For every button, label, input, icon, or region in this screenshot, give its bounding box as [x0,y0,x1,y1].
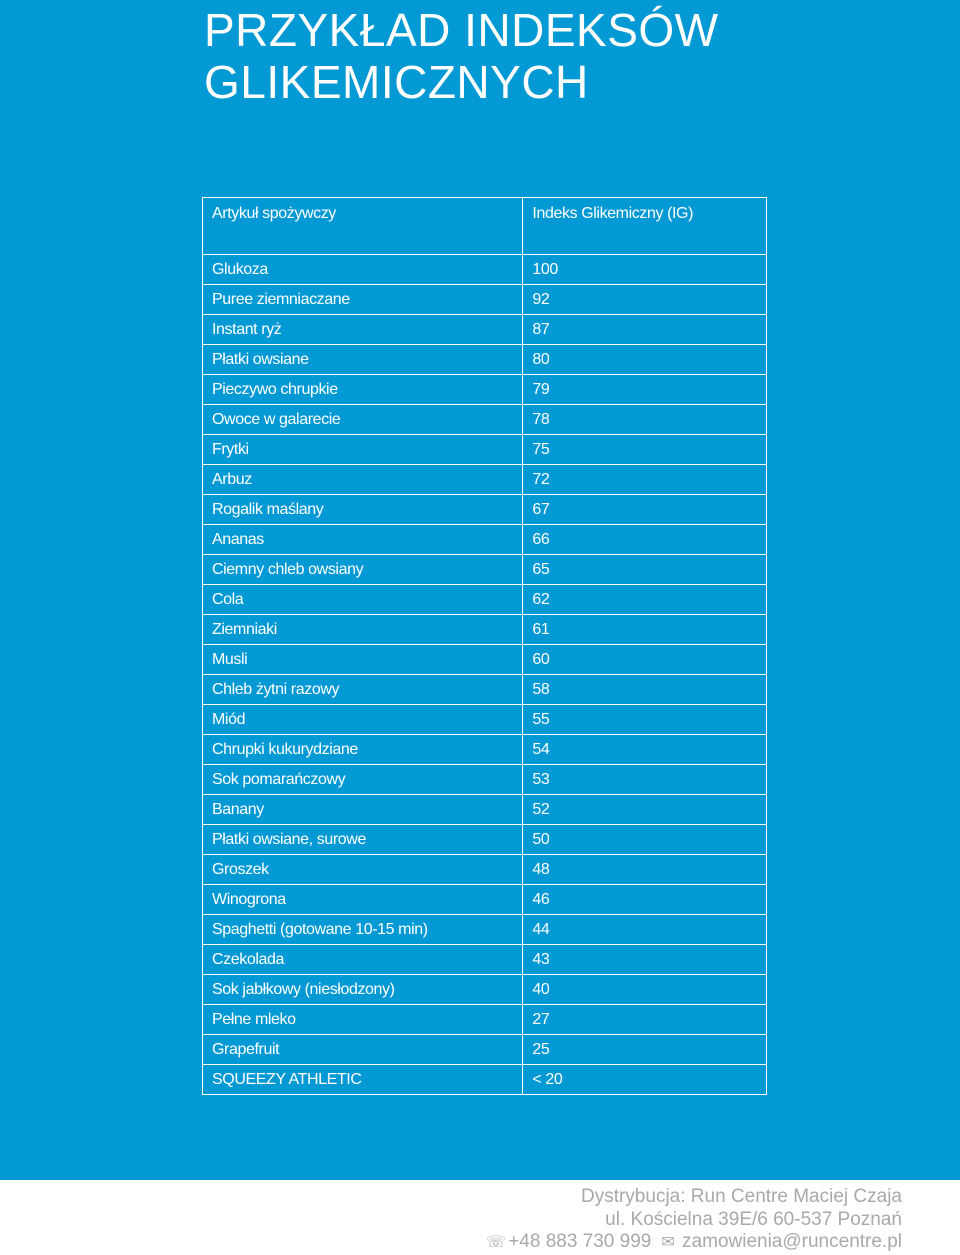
table-body [203,255,767,1095]
glycemic-index-cell: 78 [523,405,767,435]
glycemic-index-cell: 48 [523,855,767,885]
footer-contact [486,1186,902,1255]
footer-phone: +48 883 730 999 [508,1231,652,1252]
food-name-cell: Musli [203,645,523,675]
food-name-cell: Glukoza [203,255,523,285]
footer-address: ul. Kościelna 39E/6 60-537 Poznań [605,1208,902,1230]
table-row [203,825,767,855]
page-title-line-1: PRZYKŁAD INDEKSÓW [204,4,719,56]
glycemic-index-cell: 52 [523,795,767,825]
table-row [203,1005,767,1035]
column-header-food: Artykuł spożywczy [203,198,523,255]
glycemic-index-cell: 79 [523,375,767,405]
table-row [203,465,767,495]
table-row [203,345,767,375]
glycemic-index-cell: 66 [523,525,767,555]
food-name-cell: Owoce w galarecie [203,405,523,435]
food-name-cell: Instant ryż [203,315,523,345]
glycemic-index-cell: 40 [523,975,767,1005]
food-name-cell: Banany [203,795,523,825]
page-title [204,4,719,108]
table-row [203,705,767,735]
food-name-cell: SQUEEZY ATHLETIC [203,1065,523,1095]
glycemic-index-cell: 75 [523,435,767,465]
table-row [203,675,767,705]
glycemic-index-cell: 60 [523,645,767,675]
food-name-cell: Spaghetti (gotowane 10-15 min) [203,915,523,945]
food-name-cell: Winogrona [203,885,523,915]
table-header-row [203,198,767,255]
table-row [203,765,767,795]
table-row [203,795,767,825]
table-row [203,945,767,975]
glycemic-index-cell: 46 [523,885,767,915]
page-title-line-2: GLIKEMICZNYCH [204,56,589,108]
food-name-cell: Ananas [203,525,523,555]
food-name-cell: Płatki owsiane, surowe [203,825,523,855]
footer-distribution: Dystrybucja: Run Centre Maciej Czaja [580,1186,902,1207]
table-row [203,495,767,525]
table-row [203,645,767,675]
glycemic-index-cell: 92 [523,285,767,315]
column-header-glycemic-index: Indeks Glikemiczny (IG) [523,198,767,255]
food-name-cell: Płatki owsiane [203,345,523,375]
food-name-cell: Rogalik maślany [203,495,523,525]
table-row [203,285,767,315]
food-name-cell: Sok jabłkowy (niesłodzony) [203,975,523,1005]
table-row [203,1035,767,1065]
food-name-cell: Chleb żytni razowy [203,675,523,705]
food-name-cell: Chrupki kukurydziane [203,735,523,765]
table-row [203,405,767,435]
glycemic-index-cell: 72 [523,465,767,495]
table-row [203,375,767,405]
phone-icon: ☏ [486,1234,507,1251]
food-name-cell: Sok pomarańczowy [203,765,523,795]
footer-contact-line [486,1231,902,1255]
food-name-cell: Frytki [203,435,523,465]
glycemic-index-cell: 25 [523,1035,767,1065]
table-row [203,1065,767,1095]
table-row [203,975,767,1005]
footer-email: zamowienia@runcentre.pl [682,1231,902,1252]
food-name-cell: Ciemny chleb owsiany [203,555,523,585]
envelope-icon: ✉ [661,1234,675,1251]
food-name-cell: Ziemniaki [203,615,523,645]
table-row [203,525,767,555]
glycemic-index-cell: 62 [523,585,767,615]
glycemic-index-cell: 55 [523,705,767,735]
table-row [203,555,767,585]
glycemic-index-cell: 53 [523,765,767,795]
table-row [203,885,767,915]
food-name-cell: Pieczywo chrupkie [203,375,523,405]
food-name-cell: Pełne mleko [203,1005,523,1035]
food-name-cell: Miód [203,705,523,735]
glycemic-index-cell: 43 [523,945,767,975]
food-name-cell: Cola [203,585,523,615]
table-row [203,615,767,645]
food-name-cell: Groszek [203,855,523,885]
table-row [203,735,767,765]
glycemic-index-cell: 67 [523,495,767,525]
glycemic-index-cell: < 20 [523,1065,767,1095]
table-row [203,435,767,465]
glycemic-index-cell: 44 [523,915,767,945]
glycemic-index-cell: 27 [523,1005,767,1035]
table-row [203,255,767,285]
table-row [203,915,767,945]
glycemic-index-cell: 61 [523,615,767,645]
glycemic-index-table [202,197,767,1095]
glycemic-index-cell: 80 [523,345,767,375]
table-row [203,585,767,615]
glycemic-index-cell: 54 [523,735,767,765]
glycemic-index-cell: 58 [523,675,767,705]
glycemic-index-cell: 87 [523,315,767,345]
food-name-cell: Puree ziemniaczane [203,285,523,315]
table-row [203,855,767,885]
food-name-cell: Czekolada [203,945,523,975]
glycemic-index-cell: 65 [523,555,767,585]
table-row [203,315,767,345]
food-name-cell: Arbuz [203,465,523,495]
glycemic-index-cell: 100 [523,255,767,285]
food-name-cell: Grapefruit [203,1035,523,1065]
glycemic-index-cell: 50 [523,825,767,855]
